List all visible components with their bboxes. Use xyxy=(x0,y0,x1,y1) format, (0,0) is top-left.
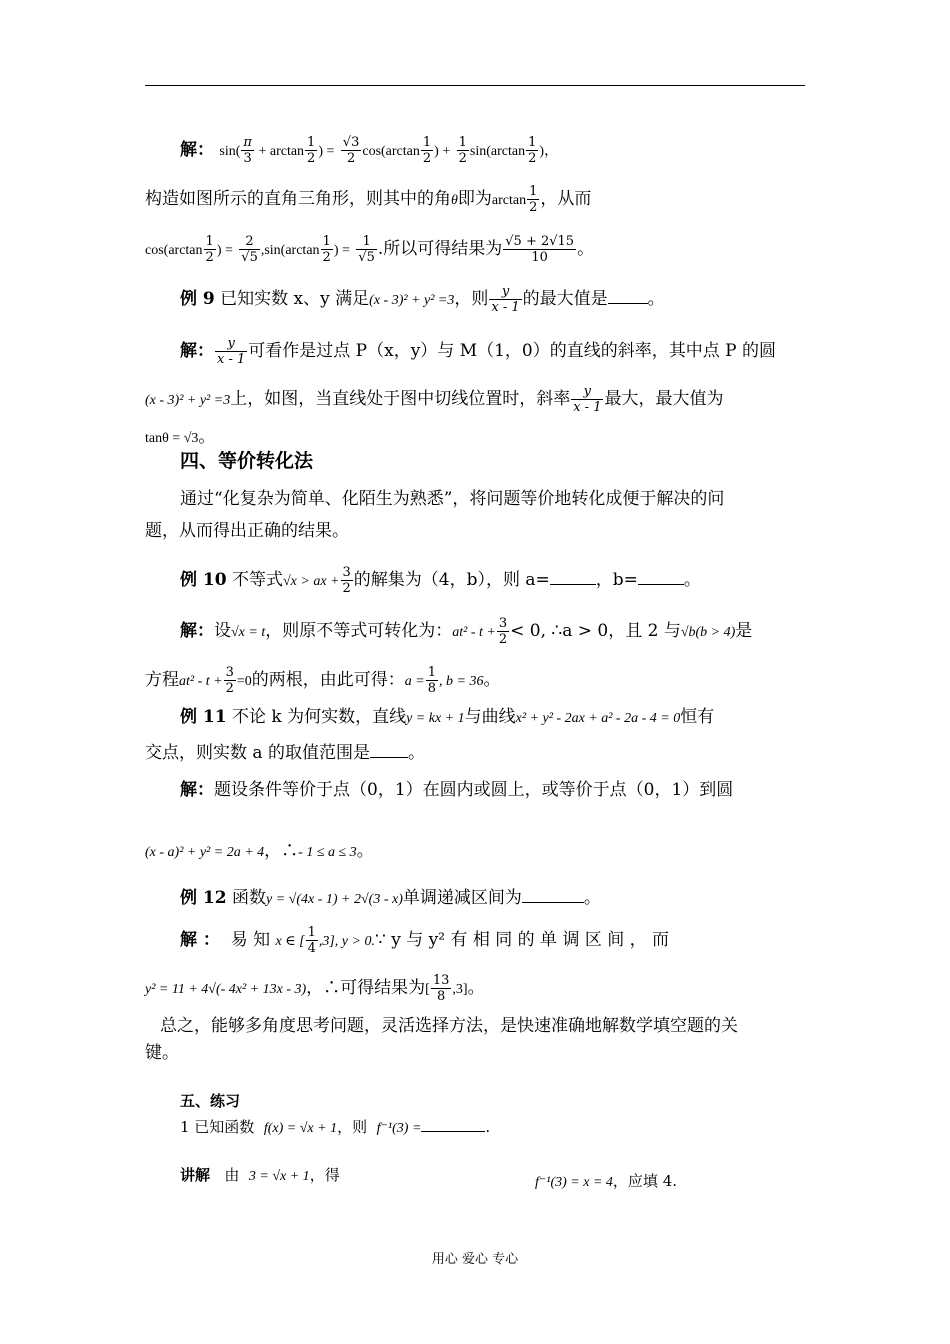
answer-blank xyxy=(608,303,648,304)
fraction: $\frac{13}{8}$ xyxy=(432,973,450,1004)
fraction: $\frac{y}{x - 1}$ xyxy=(217,336,246,367)
example-11: 例 11 不论 k 为何实数，直线y = kx + 1与曲线x² + y² - 2ax + a² - 2a - 4 = 0恒有 xyxy=(180,707,715,727)
fraction: $\frac{y}{x - 1}$ xyxy=(573,384,602,415)
fraction: $\frac{1}{√5}$ xyxy=(358,234,375,265)
fraction: $\frac{1}{2}$ xyxy=(205,234,214,265)
example-label: 例 10 xyxy=(180,570,227,590)
fraction: $\frac{1}{2}$ xyxy=(322,234,331,265)
exercise-1-solution: 讲解 由 3 = √x + 1，得 xyxy=(180,1166,340,1184)
section-5-title: 五、练习 xyxy=(180,1092,241,1110)
example-9-solution-3: tanθ = √3。 xyxy=(145,427,216,447)
fraction: $\frac{1}{8}$ xyxy=(427,665,437,696)
example-9-solution-2: (x - 3)² + y² =3上，如图，当直线处于图中切线位置时，斜率 $\frac{y}{x - 1}$ 最大，最大值为 xyxy=(145,384,724,415)
solution-label: 解： xyxy=(180,140,214,160)
example-12-solution-1: 解 ： 易 知 x ∈ [ $\frac{1}{4}$ ,3], y > 0.∵ y 与 y² 有 相 同 的 单 调 区 间 ， 而 xyxy=(180,925,670,956)
answer-blank xyxy=(370,757,408,758)
exercise-1-result: f⁻¹(3) = x = 4，应填 4. xyxy=(535,1172,678,1190)
example-10-solution-1: 解：设√x = t，则原不等式可转化为：at² - t + $\frac{3}{2}$ < 0, ∴a > 0，且 2 与√b(b > 4)是 xyxy=(180,616,753,647)
page-footer: 用心 爱心 专心 xyxy=(431,1252,519,1267)
fraction: $\frac{1}{2}$ xyxy=(529,184,538,215)
solution-line-3: cos(arctan $\frac{1}{2}$ ) = $\frac{2}{√5}$ ,sin(arctan $\frac{1}{2}$ ) = $\frac{1}{√5}$ .所以可得结果为 $\frac{√5 + 2√15}{10}$ 。 xyxy=(145,234,595,265)
example-10-solution-2: 方程at² - t + $\frac{3}{2}$ =0的两根，由此可得：a = $\frac{1}{8}$ , b = 36。 xyxy=(145,665,501,696)
header-rule xyxy=(145,85,805,86)
example-label: 例 11 xyxy=(180,707,227,727)
exercise-1: 1 已知函数 f(x) = √x + 1，则 f⁻¹(3) = . xyxy=(180,1118,491,1136)
fraction: $\frac{3}{2}$ xyxy=(498,616,508,647)
fraction: $\frac{2}{√5}$ xyxy=(241,234,258,265)
example-12-solution-2: y² = 11 + 4√(- 4x² + 13x - 3)，∴可得结果为[ $\frac{13}{8}$ ,3]。 xyxy=(145,973,485,1004)
fraction: $\frac{1}{2}$ xyxy=(528,135,537,166)
example-label: 例 9 xyxy=(180,289,215,309)
solution-line-1: 解： sin( $\frac{\pi}{3}$ + arctan $\frac{1}{2}$ ) = $\frac{√3}{2}$ cos(arctan $\frac{1}{2}$ ) + $\frac{1}{2}$ sin(arctan $\frac{1}{2}$ )， xyxy=(180,135,559,166)
example-11-line-2: 交点，则实数 a 的取值范围是 。 xyxy=(145,743,425,763)
fraction: $\frac{3}{2}$ xyxy=(225,665,234,696)
answer-blank xyxy=(522,902,584,903)
answer-blank xyxy=(638,584,684,585)
fraction: $\frac{y}{x - 1}$ xyxy=(491,284,520,315)
fraction: $\frac{√5 + 2√15}{10}$ xyxy=(505,234,575,265)
fraction: $\frac{3}{2}$ xyxy=(342,565,351,596)
example-10: 例 10 不等式√x > ax + $\frac{3}{2}$ 的解集为（4，b），则 a= ，b= 。 xyxy=(180,565,701,596)
summary-para-2: 键。 xyxy=(145,1043,179,1063)
fraction: $\frac{1}{4}$ xyxy=(307,925,316,956)
example-9: 例 9 已知实数 x、y 满足(x - 3)² + y² =3，则 $\frac{y}{x - 1}$ 的最大值是 。 xyxy=(180,284,665,315)
fraction: $\frac{1}{2}$ xyxy=(458,135,467,166)
example-label: 例 12 xyxy=(180,888,227,908)
summary-para-1: 总之，能够多角度思考问题，灵活选择方法，是快速准确地解数学填空题的关 xyxy=(160,1016,738,1036)
fraction: $\frac{√3}{2}$ xyxy=(342,135,360,166)
fraction: $\frac{1}{2}$ xyxy=(422,135,432,166)
fraction: $\frac{1}{2}$ xyxy=(307,135,316,166)
answer-blank xyxy=(421,1131,485,1132)
example-12: 例 12 函数y = √(4x - 1) + 2√(3 - x)单调递减区间为 。 xyxy=(180,888,601,908)
example-9-solution-1: 解： $\frac{y}{x - 1}$ 可看作是过点 P（x，y）与 M（1，0）的直线的斜率，其中点 P 的圆 xyxy=(180,336,776,367)
example-11-solution-1: 解：题设条件等价于点（0，1）在圆内或圆上，或等价于点（0，1）到圆 xyxy=(180,780,734,800)
fraction: $\frac{\pi}{3}$ xyxy=(243,135,252,166)
section-4-title: 四、等价转化法 xyxy=(180,450,314,472)
example-11-solution-2: (x - a)² + y² = 2a + 4，∴- 1 ≤ a ≤ 3。 xyxy=(145,841,374,861)
answer-blank xyxy=(550,584,596,585)
section-4-para-2: 题，从而得出正确的结果。 xyxy=(145,521,349,541)
section-4-para-1: 通过“化复杂为简单、化陌生为熟悉”，将问题等价地转化成便于解决的问 xyxy=(180,489,725,509)
solution-line-2: 构造如图所示的直角三角形，则其中的角θ即为arctan $\frac{1}{2}$ ，从而 xyxy=(145,184,592,215)
